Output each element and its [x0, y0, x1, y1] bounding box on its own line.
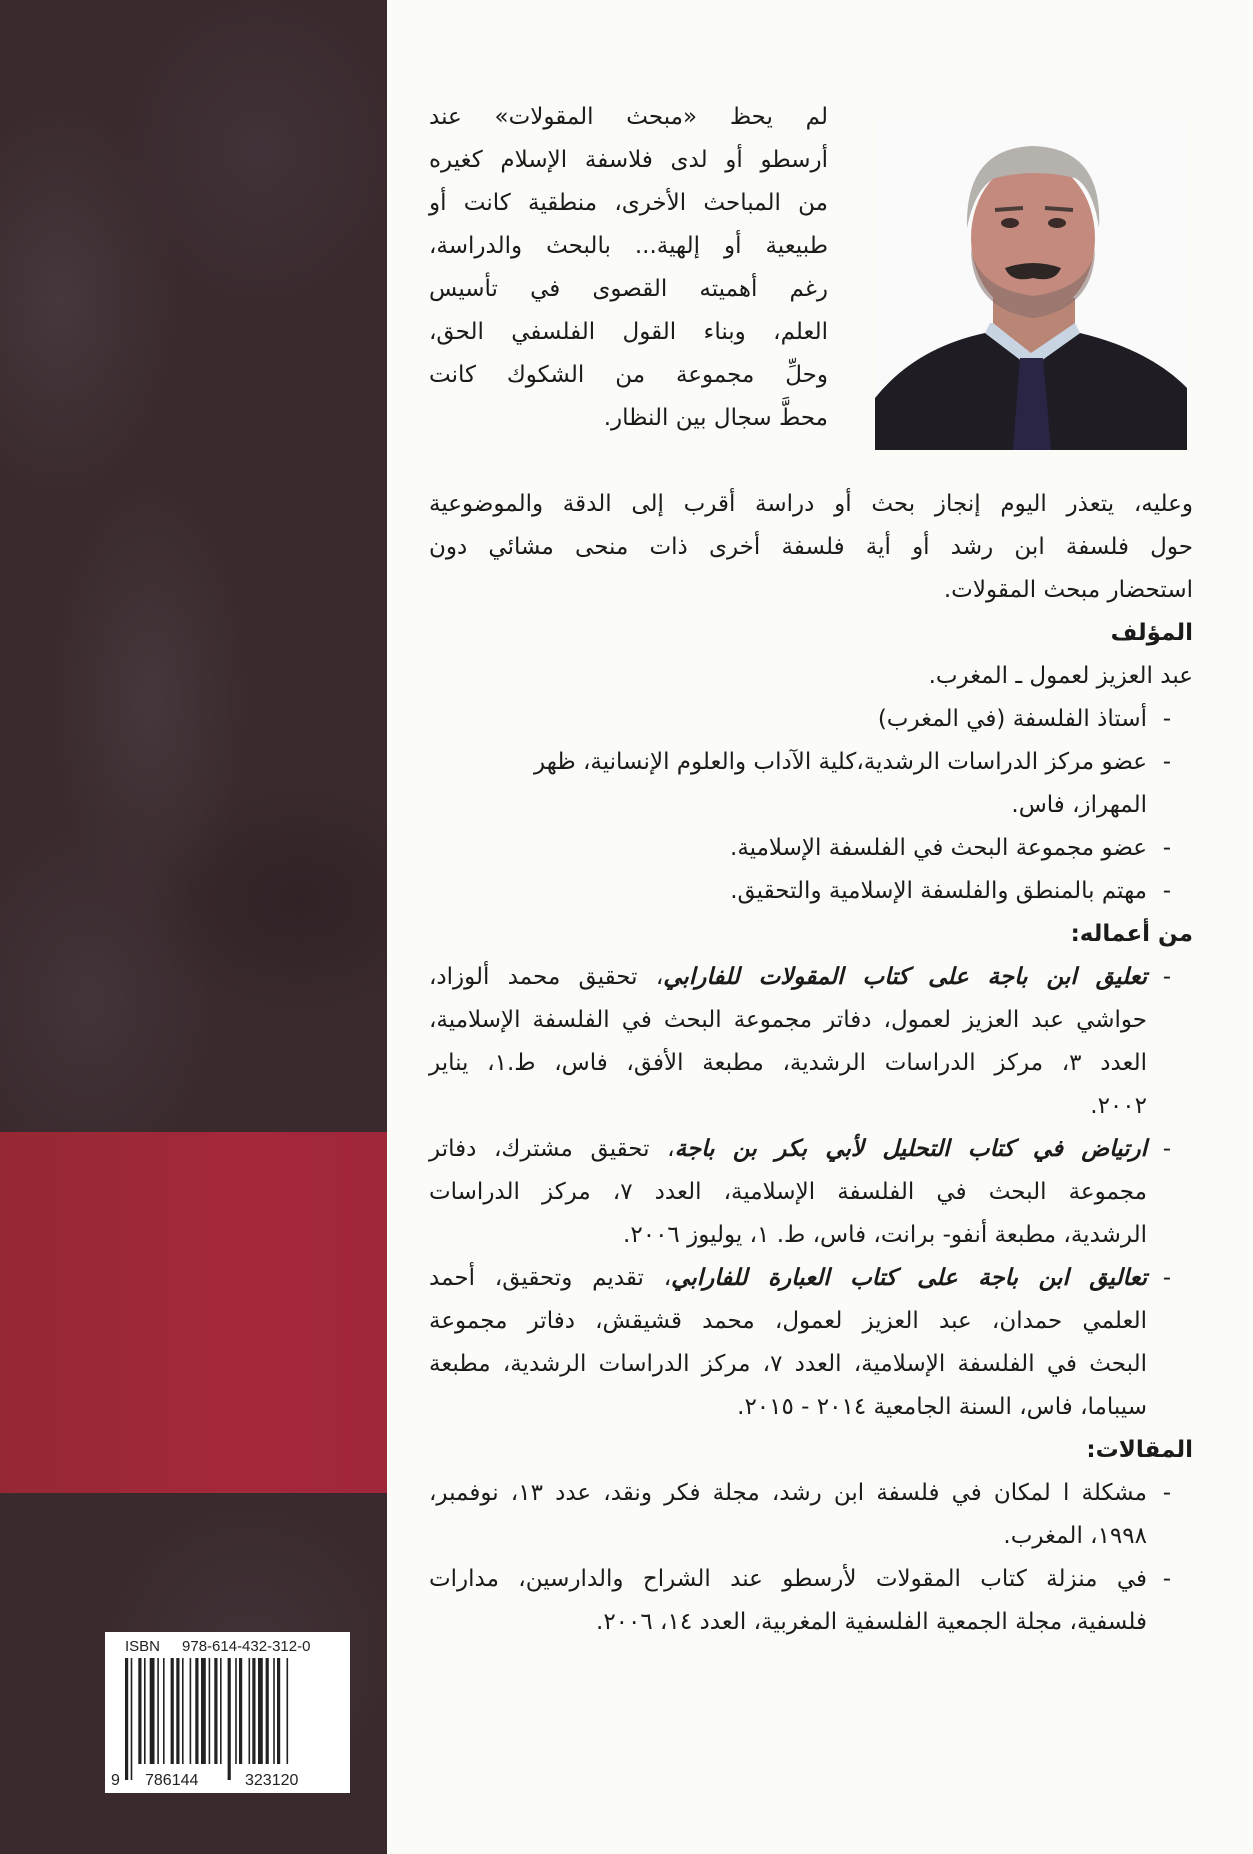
isbn-number: 978-614-432-312-0 [182, 1638, 311, 1655]
barcode-bar [220, 1658, 222, 1764]
works-heading: من أعماله: [1070, 921, 1193, 947]
article-line: في منزلة كتاب المقولات لأرسطو عند الشراح والدارسين، مدارات [429, 1566, 1147, 1592]
author-bullet [429, 741, 1193, 827]
isbn-barcode [105, 1632, 350, 1793]
articles-heading: المقالات: [1086, 1437, 1193, 1463]
work-line: البحث في الفلسفة الإسلامية، العدد ٧، مركز الدراسات الرشدية، مطبعة [429, 1351, 1147, 1377]
work-item [429, 1257, 1193, 1429]
barcode-bars [125, 1658, 340, 1780]
barcode-bar [214, 1658, 217, 1764]
isbn-line [125, 1638, 310, 1655]
author-bullet [429, 870, 1193, 913]
work-title: ارتياض في كتاب التحليل لأبي بكر بن باجة [674, 1136, 1147, 1162]
barcode-bar [138, 1658, 141, 1764]
cover-spine-panel [0, 0, 387, 1854]
author-heading: المؤلف [1110, 620, 1193, 646]
work-rest: ، تقديم وتحقيق، أحمد [429, 1265, 672, 1291]
article-line: ١٩٩٨، المغرب. [1003, 1523, 1147, 1549]
barcode-bar [277, 1658, 280, 1764]
bullet-dash: - [1162, 1566, 1171, 1592]
bullet-line: أستاذ الفلسفة (في المغرب) [877, 706, 1147, 732]
author-photo [875, 118, 1187, 450]
blurb-line: رغم أهميته القصوى في تأسيس [429, 276, 828, 302]
barcode-bar [239, 1658, 242, 1764]
work-line: ٢٠٠٢. [1090, 1093, 1147, 1119]
red-band [0, 1132, 387, 1493]
barcode-bar [273, 1658, 275, 1764]
work-line: سيباما، فاس، السنة الجامعية ٢٠١٤ - ٢٠١٥. [737, 1394, 1147, 1420]
article-item [429, 1558, 1193, 1644]
bullet-line: المهراز، فاس. [1011, 792, 1147, 818]
barcode-bar [266, 1658, 269, 1764]
barcode-bar [182, 1658, 184, 1764]
bullet-dash: - [1162, 1136, 1171, 1162]
work-line: العلمي حمدان، عبد العزيز لعمول، محمد قشيقش، دفاتر مجموعة [429, 1308, 1147, 1334]
bullet-dash: - [1162, 706, 1171, 732]
barcode-bar [171, 1658, 174, 1764]
barcode-bar [176, 1658, 179, 1764]
blurb-line: وعليه، يتعذر اليوم إنجاز بحث أو دراسة أقرب إلى الدقة والموضوعية [429, 491, 1193, 517]
blurb-line: العلم، وبناء القول الفلسفي الحق، [429, 319, 828, 345]
bullet-line: مهتم بالمنطق والفلسفة الإسلامية والتحقيق. [730, 878, 1147, 904]
blurb-line: وحلِّ مجموعة من الشكوك كانت [429, 362, 828, 388]
work-rest: ، تحقيق محمد ألوزاد، [429, 964, 664, 990]
barcode-bar [125, 1658, 128, 1780]
blurb-line: من المباحث الأخرى، منطقية كانت أو [429, 190, 828, 216]
bullet-dash: - [1162, 749, 1171, 775]
blurb-paragraph [429, 96, 828, 440]
barcode-bar [235, 1658, 237, 1764]
isbn-label: ISBN [125, 1638, 161, 1655]
barcode-bar [249, 1658, 251, 1764]
main-text [429, 483, 1193, 1644]
work-rest: ، تحقيق مشترك، دفاتر [429, 1136, 675, 1162]
work-item [429, 956, 1193, 1128]
article-line: مشكلة ا لمكان في فلسفة ابن رشد، مجلة فكر ونقد، عدد ١٣، نوفمبر، [429, 1480, 1147, 1506]
article-item [429, 1472, 1193, 1558]
work-title: تعاليق ابن باجة على كتاب العبارة للفارابي [671, 1265, 1148, 1291]
barcode-bar [209, 1658, 211, 1764]
barcode-bar [252, 1658, 255, 1764]
author-name: عبد العزيز لعمول ـ المغرب. [928, 663, 1193, 689]
blurb-line: حول فلسفة ابن رشد أو أية فلسفة أخرى ذات منحى مشائي دون [429, 534, 1193, 560]
work-title: تعليق ابن باجة على كتاب المقولات للفارابي [663, 964, 1147, 990]
author-bullet [429, 698, 1193, 741]
barcode-bar [228, 1658, 231, 1780]
bullet-line: عضو مركز الدراسات الرشدية،كلية الآداب والعلوم الإنسانية، ظهر [534, 749, 1147, 775]
barcode-digits-right: 323120 [245, 1772, 299, 1789]
barcode-bar [131, 1658, 133, 1780]
barcode-bar [287, 1658, 289, 1764]
barcode-bar [190, 1658, 192, 1764]
work-line: الرشدية، مطبعة أنفو- برانت، فاس، ط. ١، يوليوز ٢٠٠٦. [623, 1222, 1147, 1248]
bullet-dash: - [1162, 964, 1171, 990]
blurb-line: لم يحظ «مبحث المقولات» عند [429, 104, 828, 130]
bullet-dash: - [1162, 835, 1171, 861]
bullet-dash: - [1162, 1265, 1171, 1291]
bullet-line: عضو مجموعة البحث في الفلسفة الإسلامية. [730, 835, 1147, 861]
author-bullet [429, 827, 1193, 870]
bullet-dash: - [1162, 1480, 1171, 1506]
work-item [429, 1128, 1193, 1257]
barcode-bar [201, 1658, 206, 1764]
barcode-digit-first: 9 [111, 1772, 120, 1789]
work-line: العدد ٣، مركز الدراسات الرشدية، مطبعة الأفق، فاس، ط.١، يناير [429, 1050, 1148, 1076]
blurb-line: طبيعية أو إلهية... بالبحث والدراسة، [429, 233, 828, 259]
barcode-digits-left: 786144 [145, 1772, 199, 1789]
barcode-bar [163, 1658, 165, 1764]
barcode-bar [144, 1658, 146, 1764]
blurb-line: محطَّ سجال بين النظار. [603, 405, 828, 431]
blurb-line: أرسطو أو لدى فلاسفة الإسلام كغيره [429, 147, 828, 173]
barcode-bar [150, 1658, 155, 1764]
work-line: حواشي عبد العزيز لعمول، دفاتر مجموعة البحث في الفلسفة الإسلامية، [429, 1007, 1147, 1033]
bullet-dash: - [1162, 878, 1171, 904]
article-line: فلسفية، مجلة الجمعية الفلسفية المغربية، العدد ١٤، ٢٠٠٦. [596, 1609, 1147, 1635]
barcode-bar [195, 1658, 198, 1764]
work-line: مجموعة البحث في الفلسفة الإسلامية، العدد ٧، مركز الدراسات [429, 1179, 1147, 1205]
barcode-bar [258, 1658, 263, 1764]
blurb-line: استحضار مبحث المقولات. [943, 577, 1193, 603]
barcode-bar [157, 1658, 159, 1764]
